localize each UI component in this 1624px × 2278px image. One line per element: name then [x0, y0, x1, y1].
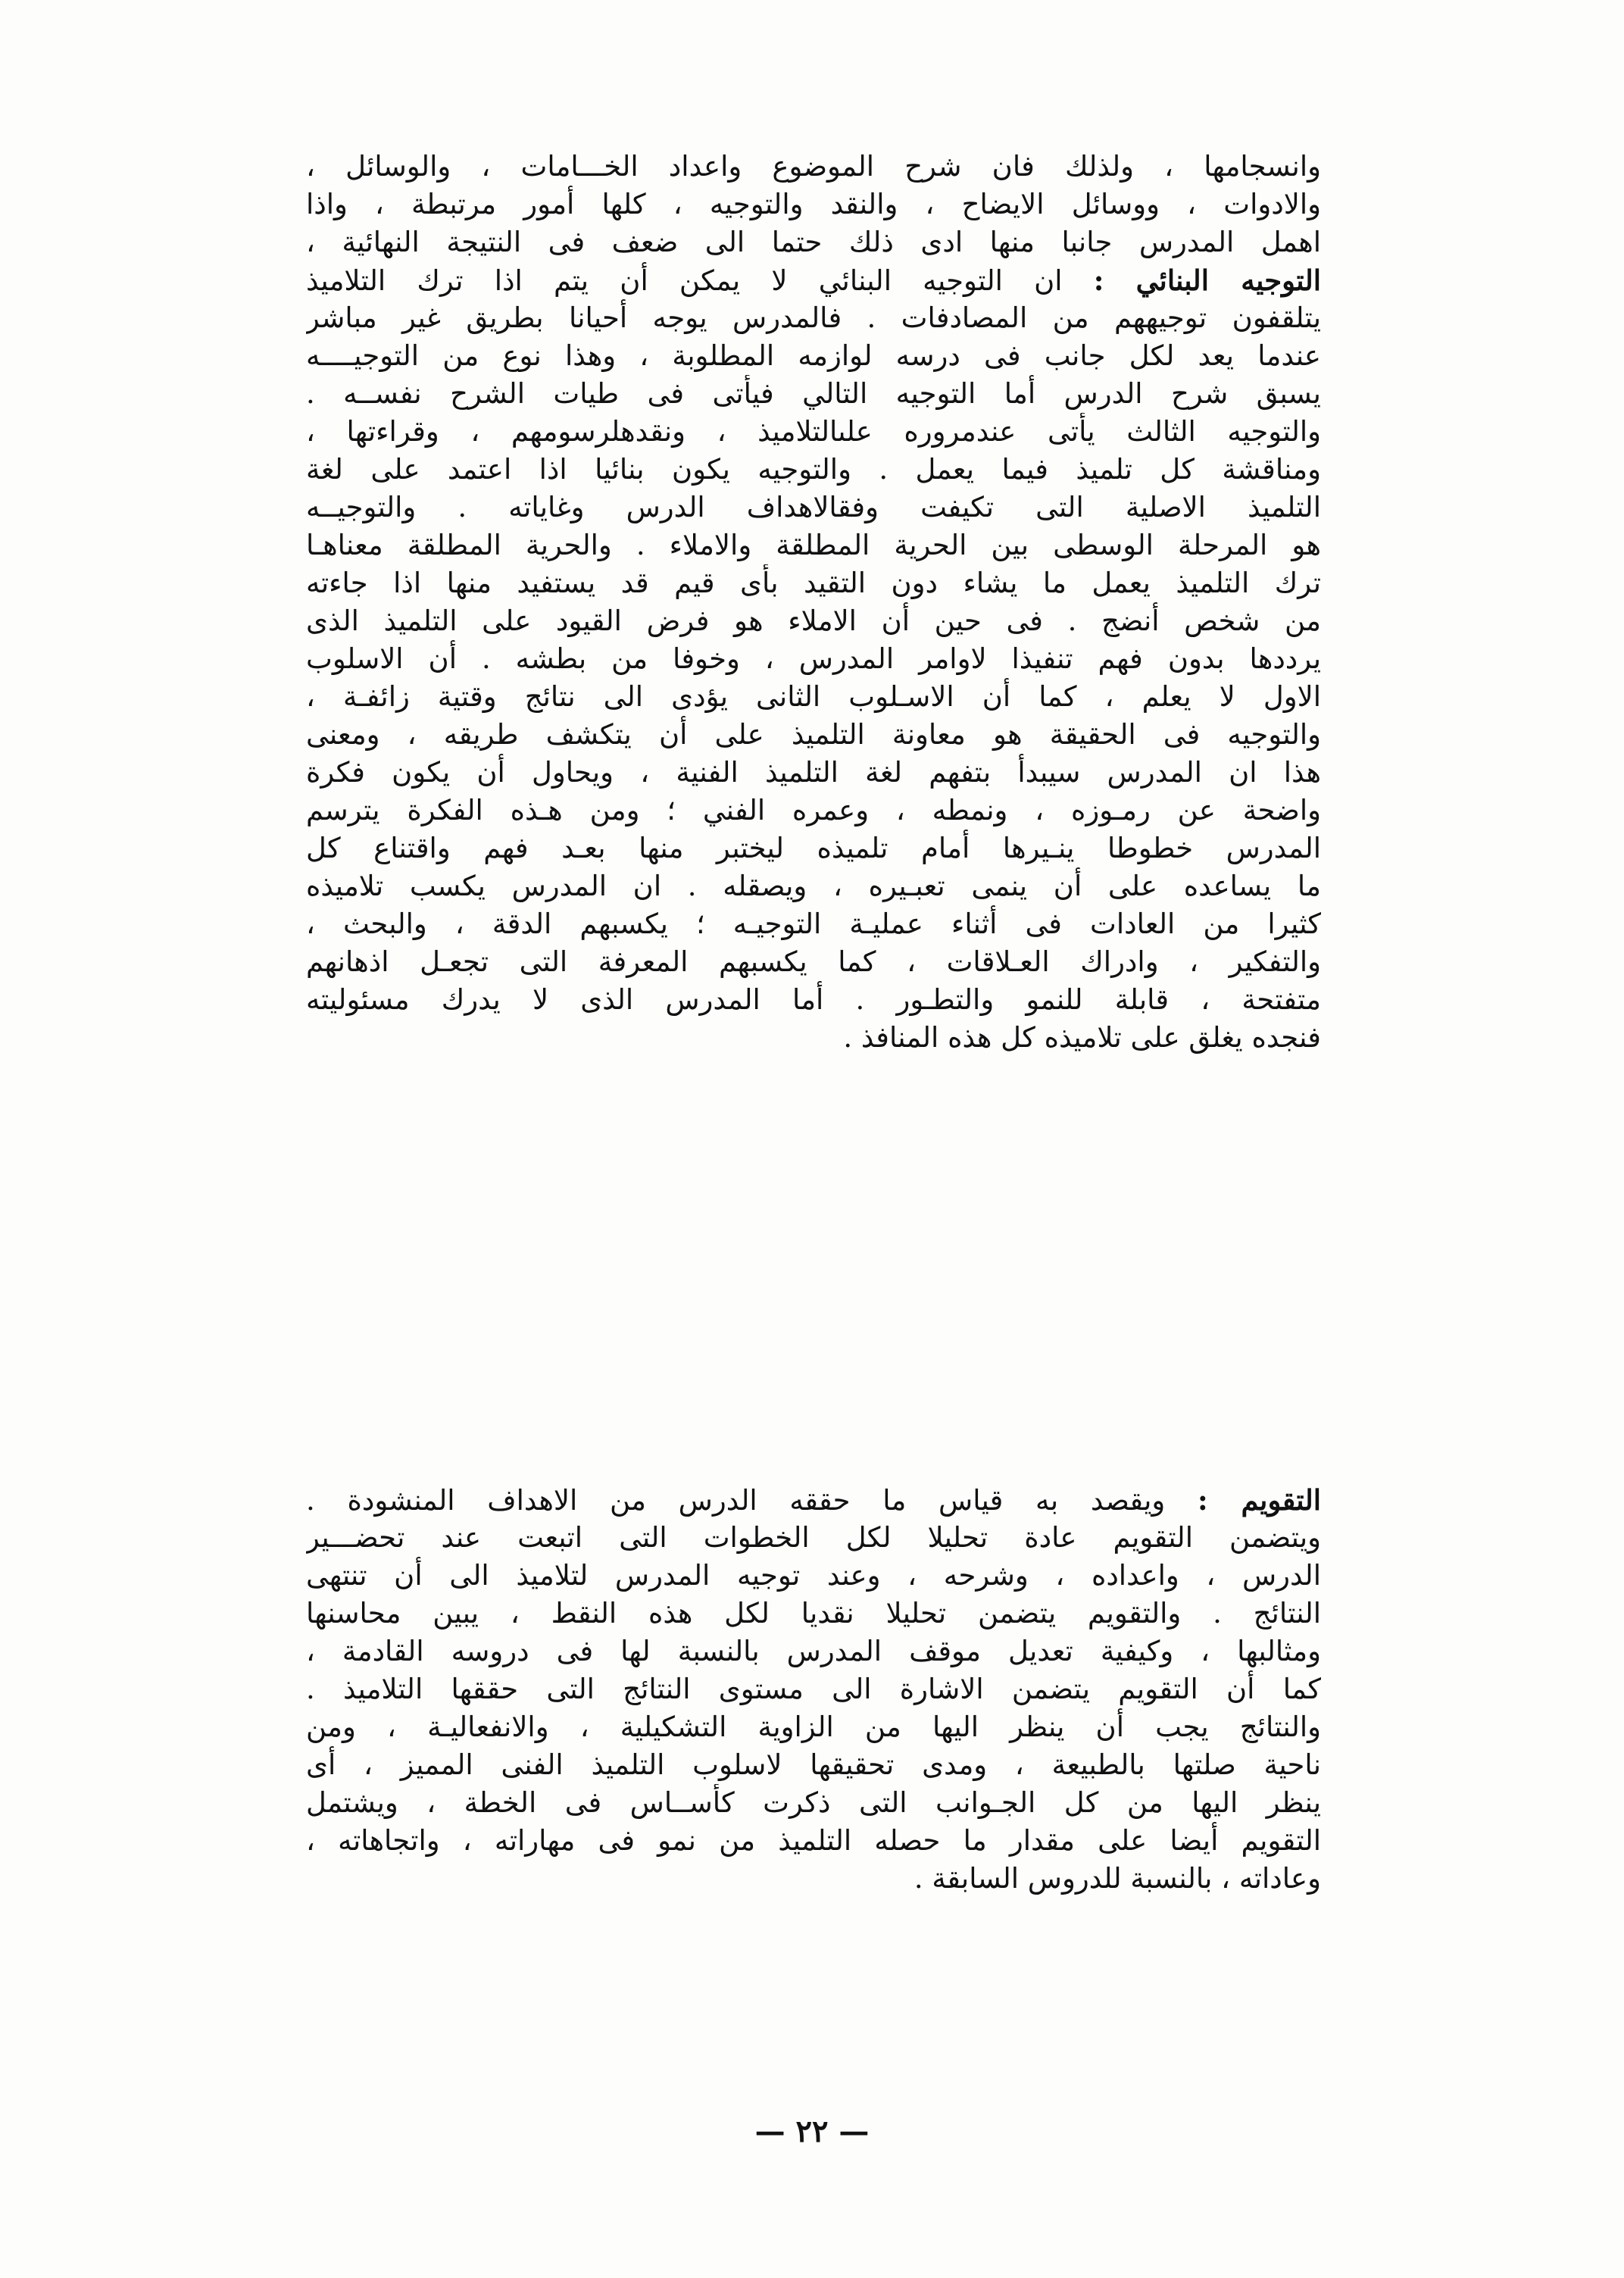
text-line: هذا ان المدرس سيبدأ بتفهم لغة التلميذ الفنية ، ويحاول أن يكون فكرة	[306, 756, 1321, 789]
text-line: ينظر اليها من كل الجـوانب التى ذكرت كأســاس فى الخطة ، ويشتمل	[306, 1786, 1321, 1819]
text-line: اهمل المدرس جانبا منها ادى ذلك حتما الى ضعف فى النتيجة النهائية ،	[306, 226, 1321, 258]
text-line: والادوات ، ووسائل الايضاح ، والنقد والتوجيه ، كلها أمور مرتبطة ، واذا	[306, 188, 1321, 220]
text-line: عندما يعد لكل جانب فى درسه لوازمه المطلوبة ، وهذا نوع من التوجيــــه	[306, 339, 1321, 372]
section-heading-evaluation: التقويم :	[1198, 1483, 1321, 1517]
text-line: واضحة عن رمـوزه ، ونمطه ، وعمره الفني ؛ ومن هـذه الفكرة يترسم	[306, 794, 1321, 827]
text-line: يسبق شرح الدرس أما التوجيه التالي فيأتى فى طيات الشرح نفســه .	[306, 377, 1321, 410]
text-line: التلميذ الاصلية التى تكيفت وفقالاهداف الدرس وغاياته . والتوجيــه	[306, 491, 1321, 523]
text-line: من شخص أنضج . فى حين أن الاملاء هو فرض القيود على التلميذ الذى	[306, 605, 1321, 637]
text-line: هو المرحلة الوسطى بين الحرية المطلقة والاملاء . والحرية المطلقة معناهـا	[306, 529, 1321, 561]
text-column-evaluation	[306, 1481, 1321, 1898]
text-line: ما يساعده على أن ينمى تعبـيره ، ويصقله . ان المدرس يكسب تلاميذه	[306, 870, 1321, 902]
text-line: يتلقفون توجيههم من المصادفات . فالمدرس يوجه أحيانا بطريق غير مباشر	[306, 302, 1321, 334]
text-line: ترك التلميذ يعمل ما يشاء دون التقيد بأى قيم قد يستفيد منها اذا جاءته	[306, 567, 1321, 599]
text-line: ومناقشة كل تلميذ فيما يعمل . والتوجيه يكون بنائيا اذا اعتمد على لغة	[306, 453, 1321, 486]
text-line: وعاداته ، بالنسبة للدروس السابقة .	[914, 1862, 1321, 1895]
page-number: — ٢٢ —	[754, 2114, 870, 2149]
text-line: الدرس ، واعداده ، وشرحه ، وعند توجيه المدرس لتلاميذ الى أن تنتهى	[306, 1559, 1321, 1592]
text-line: والنتائج يجب أن ينظر اليها من الزاوية التشكيلية ، والانفعاليـة ، ومن	[306, 1711, 1321, 1743]
text-line: كثيرا من العادات فى أثناء عمليـة التوجيـه ؛ يكسبهم الدقة ، والبحث ،	[306, 908, 1321, 940]
paragraph-heading-line	[306, 261, 1321, 299]
text-line: كما أن التقويم يتضمن الاشارة الى مستوى النتائج التى حققها التلاميذ .	[306, 1673, 1321, 1705]
text-line: ناحية صلتها بالطبيعة ، ومدى تحقيقها لاسلوب التلميذ الفنى المميز ، أى	[306, 1748, 1321, 1781]
text-line: ويتضمن التقويم عادة تحليلا لكل الخطوات التى اتبعت عند تحضـــير	[306, 1521, 1321, 1554]
text-line: متفتحة ، قابلة للنمو والتطـور . أما المدرس الذى لا يدرك مسئوليته	[306, 983, 1321, 1016]
text-column	[306, 148, 1321, 1057]
text-line: ومثالبها ، وكيفية تعديل موقف المدرس بالنسبة لها فى دروسه القادمة ،	[306, 1635, 1321, 1667]
text-line: والتوجيه فى الحقيقة هو معاونة التلميذ على أن يتكشف طريقه ، ومعنى	[306, 718, 1321, 751]
paragraph-heading-line	[306, 1481, 1321, 1519]
text-line: ويقصد به قياس ما حققه الدرس من الاهداف المنشودة .	[306, 1484, 1198, 1517]
text-line: وانسجامها ، ولذلك فان شرح الموضوع واعداد الخـــامات ، والوسائل ،	[306, 150, 1321, 183]
text-line: ان التوجيه البنائي لا يمكن أن يتم اذا ترك التلاميذ	[306, 264, 1094, 297]
text-line: فنجده يغلق على تلاميذه كل هذه المنافذ .	[843, 1021, 1321, 1054]
text-line: والتفكير ، وادراك العـلاقات ، كما يكسبهم المعرفة التى تجعـل اذهانهم	[306, 945, 1321, 978]
text-line: النتائج . والتقويم يتضمن تحليلا نقديا لكل هذه النقط ، يبين محاسنها	[306, 1597, 1321, 1630]
text-line: التقويم أيضا على مقدار ما حصله التلميذ من نمو فى مهاراته ، واتجاهاته ،	[306, 1824, 1321, 1857]
text-line: الاول لا يعلم ، كما أن الاسـلوب الثانى يؤدى الى نتائج وقتية زائفـة ،	[306, 680, 1321, 713]
text-line: يرددها بدون فهم تنفيذا لاوامر المدرس ، وخوفا من بطشه . أن الاسلوب	[306, 642, 1321, 675]
section-heading-constructive-guidance: التوجيه البنائي :	[1093, 264, 1321, 297]
text-line: المدرس خطوطا ينـيرها أمام تلميذه ليختبر منها بعـد فهم واقتناع كل	[306, 832, 1321, 864]
text-line: والتوجيه الثالث يأتى عندمروره علىالتلاميذ ، ونقدهلرسومهم ، وقراءتها ،	[306, 415, 1321, 448]
